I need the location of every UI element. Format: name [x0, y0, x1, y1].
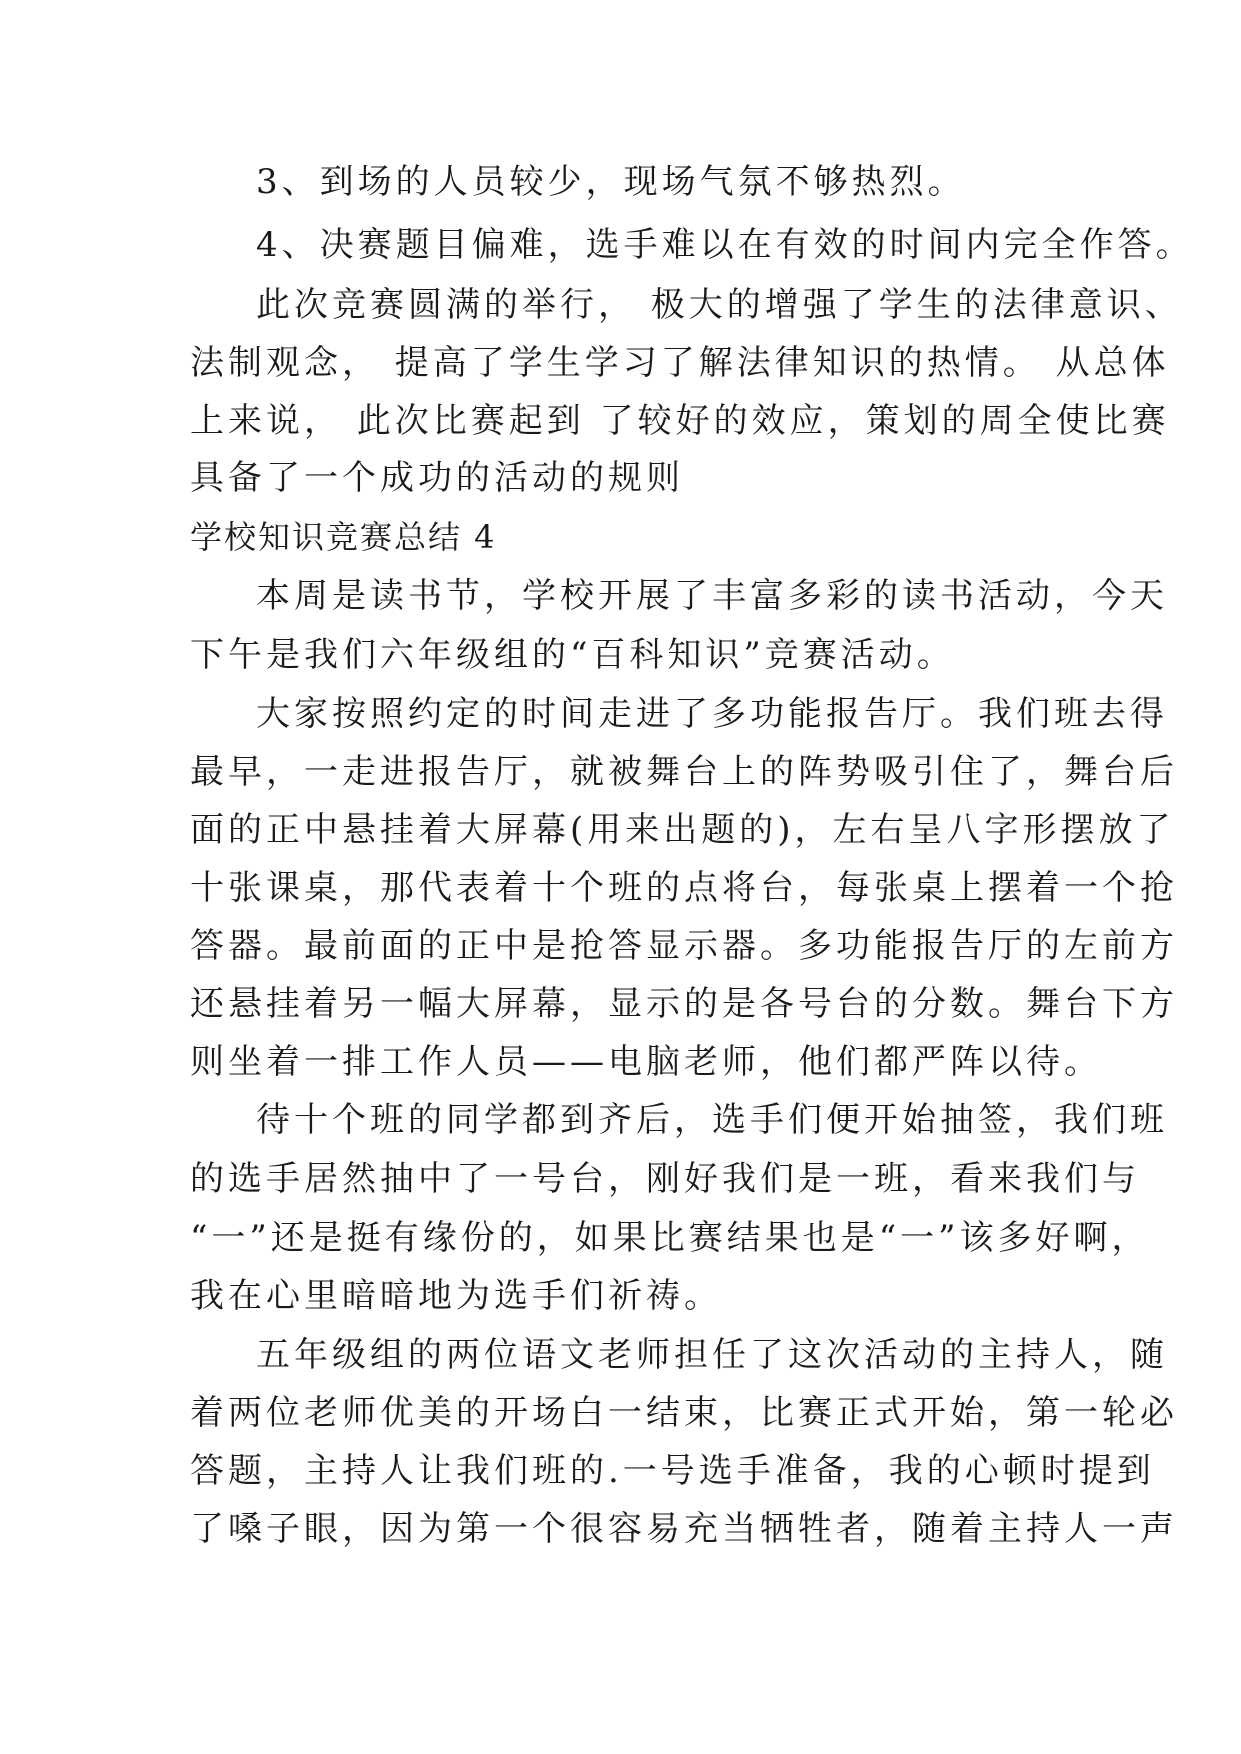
paragraph-line: 此次竞赛圆满的举行， 极大的增强了学生的法律意识、 [256, 285, 1183, 325]
paragraph-line: 着两位老师优美的开场白一结束，比赛正式开始，第一轮必 [190, 1393, 1178, 1433]
paragraph-line: 上来说， 此次比赛起到 了较好的效应，策划的周全使比赛 [190, 401, 1170, 441]
paragraph-line: 还悬挂着另一幅大屏幕，显示的是各号台的分数。舞台下方 [190, 984, 1178, 1024]
paragraph-line: 的选手居然抽中了一号台，刚好我们是一班，看来我们与 [190, 1159, 1140, 1199]
list-item-3: 3、到场的人员较少，现场气氛不够热烈。 [256, 162, 966, 202]
paragraph-line: 法制观念， 提高了学生学习了解法律知识的热情。 从总体 [190, 343, 1170, 383]
paragraph-line: 了嗓子眼，因为第一个很容易充当牺牲者，随着主持人一声 [190, 1509, 1178, 1549]
paragraph-line: 则坐着一排工作人员——电脑老师，他们都严阵以待。 [190, 1042, 1102, 1082]
paragraph-line: 面的正中悬挂着大屏幕(用来出题的)，左右呈八字形摆放了 [190, 810, 1175, 850]
paragraph-line: 下午是我们六年级组的“百科知识”竞赛活动。 [190, 635, 955, 675]
paragraph-line: 我在心里暗暗地为选手们祈祷。 [190, 1276, 722, 1316]
paragraph-line: 答题，主持人让我们班的.一号选手准备，我的心顿时提到 [190, 1451, 1155, 1491]
paragraph-line: 大家按照约定的时间走进了多功能报告厅。我们班去得 [256, 694, 1168, 734]
section-heading: 学校知识竞赛总结 4 [190, 518, 497, 556]
paragraph-line: 十张课桌，那代表着十个班的点将台，每张桌上摆着一个抢 [190, 868, 1178, 908]
paragraph-line: 待十个班的同学都到齐后，选手们便开始抽签，我们班 [256, 1100, 1168, 1140]
paragraph-line: 本周是读书节，学校开展了丰富多彩的读书活动，今天 [256, 576, 1168, 616]
list-item-4: 4、决赛题目偏难，选手难以在有效的时间内完全作答。 [256, 225, 1194, 265]
paragraph-line: 具备了一个成功的活动的规则 [190, 458, 684, 498]
paragraph-line: 答器。最前面的正中是抢答显示器。多功能报告厅的左前方 [190, 926, 1178, 966]
paragraph-line: 五年级组的两位语文老师担任了这次活动的主持人，随 [256, 1335, 1168, 1375]
paragraph-line: “一”还是挺有缘份的，如果比赛结果也是“一”该多好啊， [190, 1218, 1150, 1258]
paragraph-line: 最早，一走进报告厅，就被舞台上的阵势吸引住了，舞台后 [190, 752, 1178, 792]
